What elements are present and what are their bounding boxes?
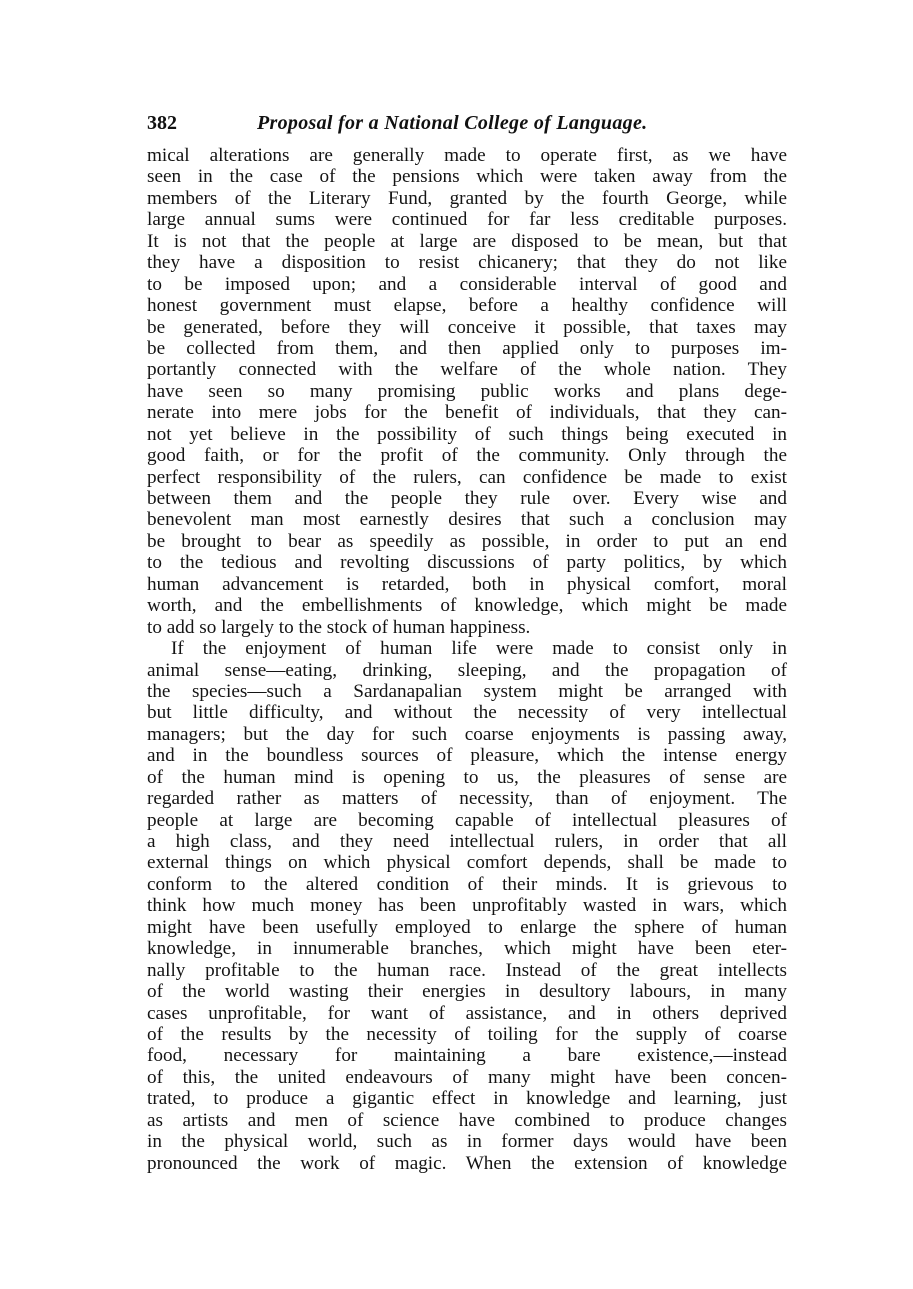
- text-line: external things on which physical comfort depends, shall be made to: [147, 852, 787, 874]
- text-line: seen in the case of the pensions which were taken away from the: [147, 166, 787, 188]
- text-line: mical alterations are generally made to operate first, as we have: [147, 145, 787, 166]
- text-line: to be imposed upon; and a considerable interval of good and: [147, 273, 787, 295]
- text-line: large annual sums were continued for far less creditable purposes.: [147, 209, 787, 231]
- text-line: to the tedious and revolting discussions of party politics, by which: [147, 552, 787, 574]
- text-line: nerate into mere jobs for the benefit of individuals, that they can-: [147, 402, 787, 424]
- text-line: of this, the united endeavours of many might have been concen-: [147, 1066, 787, 1088]
- text-line: be collected from them, and then applied only to purposes im-: [147, 337, 787, 359]
- text-line: It is not that the people at large are disposed to be mean, but that: [147, 230, 787, 252]
- text-line: in the physical world, such as in former days would have been: [147, 1131, 787, 1153]
- text-line: food, necessary for maintaining a bare existence,—instead: [147, 1045, 787, 1067]
- text-line: pronounced the work of magic. When the extension of knowledge: [147, 1152, 787, 1174]
- paragraph: [147, 145, 787, 638]
- text-line: of the human mind is opening to us, the pleasures of sense are: [147, 766, 787, 788]
- text-line: benevolent man most earnestly desires that such a conclusion may: [147, 509, 787, 531]
- text-line: good faith, or for the profit of the community. Only through the: [147, 445, 787, 467]
- text-line: managers; but the day for such coarse enjoyments is passing away,: [147, 723, 787, 745]
- paragraph: [147, 638, 787, 1174]
- text-line: of the world wasting their energies in desultory labours, in many: [147, 981, 787, 1003]
- text-line: people at large are becoming capable of intellectual pleasures of: [147, 809, 787, 831]
- text-line: human advancement is retarded, both in physical comfort, moral: [147, 573, 787, 595]
- page-number: 382: [147, 112, 177, 134]
- text-line: knowledge, in innumerable branches, which might have been eter-: [147, 938, 787, 960]
- text-line: have seen so many promising public works and plans dege-: [147, 380, 787, 402]
- text-line: but little difficulty, and without the necessity of very intellectual: [147, 702, 787, 724]
- text-line: worth, and the embellishments of knowledge, which might be made: [147, 595, 787, 617]
- running-title: Proposal for a National College of Language.: [257, 112, 648, 134]
- text-line: be generated, before they will conceive it possible, that taxes may: [147, 316, 787, 338]
- page-body: [147, 145, 787, 1174]
- text-line: honest government must elapse, before a healthy confidence will: [147, 295, 787, 317]
- text-line: the species—such a Sardanapalian system might be arranged with: [147, 680, 787, 702]
- text-line: animal sense—eating, drinking, sleeping, and the propagation of: [147, 659, 787, 681]
- text-line: and in the boundless sources of pleasure, which the intense energy: [147, 745, 787, 767]
- text-line: be brought to bear as speedily as possible, in order to put an end: [147, 530, 787, 552]
- text-line: of the results by the necessity of toiling for the supply of coarse: [147, 1023, 787, 1045]
- text-line: a high class, and they need intellectual rulers, in order that all: [147, 831, 787, 852]
- text-line: as artists and men of science have combined to produce changes: [147, 1109, 787, 1131]
- text-line: think how much money has been unprofitably wasted in wars, which: [147, 895, 787, 917]
- text-line: cases unprofitable, for want of assistance, and in others deprived: [147, 1002, 787, 1024]
- text-line: If the enjoyment of human life were made to consist only in: [171, 638, 787, 660]
- page-header: [147, 112, 787, 138]
- text-line: regarded rather as matters of necessity, than of enjoyment. The: [147, 788, 787, 810]
- text-line: perfect responsibility of the rulers, can confidence be made to exist: [147, 466, 787, 488]
- text-line: trated, to produce a gigantic effect in knowledge and learning, just: [147, 1088, 787, 1110]
- text-line: members of the Literary Fund, granted by the fourth George, while: [147, 187, 787, 209]
- text-line: to add so largely to the stock of human happiness.: [147, 616, 531, 638]
- text-line: portantly connected with the welfare of the whole nation. They: [147, 359, 787, 381]
- text-line: they have a disposition to resist chicanery; that they do not like: [147, 252, 787, 274]
- text-line: conform to the altered condition of their minds. It is grievous to: [147, 873, 787, 895]
- text-line: between them and the people they rule over. Every wise and: [147, 488, 787, 509]
- text-line: nally profitable to the human race. Instead of the great intellects: [147, 959, 787, 981]
- text-line: not yet believe in the possibility of such things being executed in: [147, 423, 787, 445]
- text-line: might have been usefully employed to enlarge the sphere of human: [147, 916, 787, 938]
